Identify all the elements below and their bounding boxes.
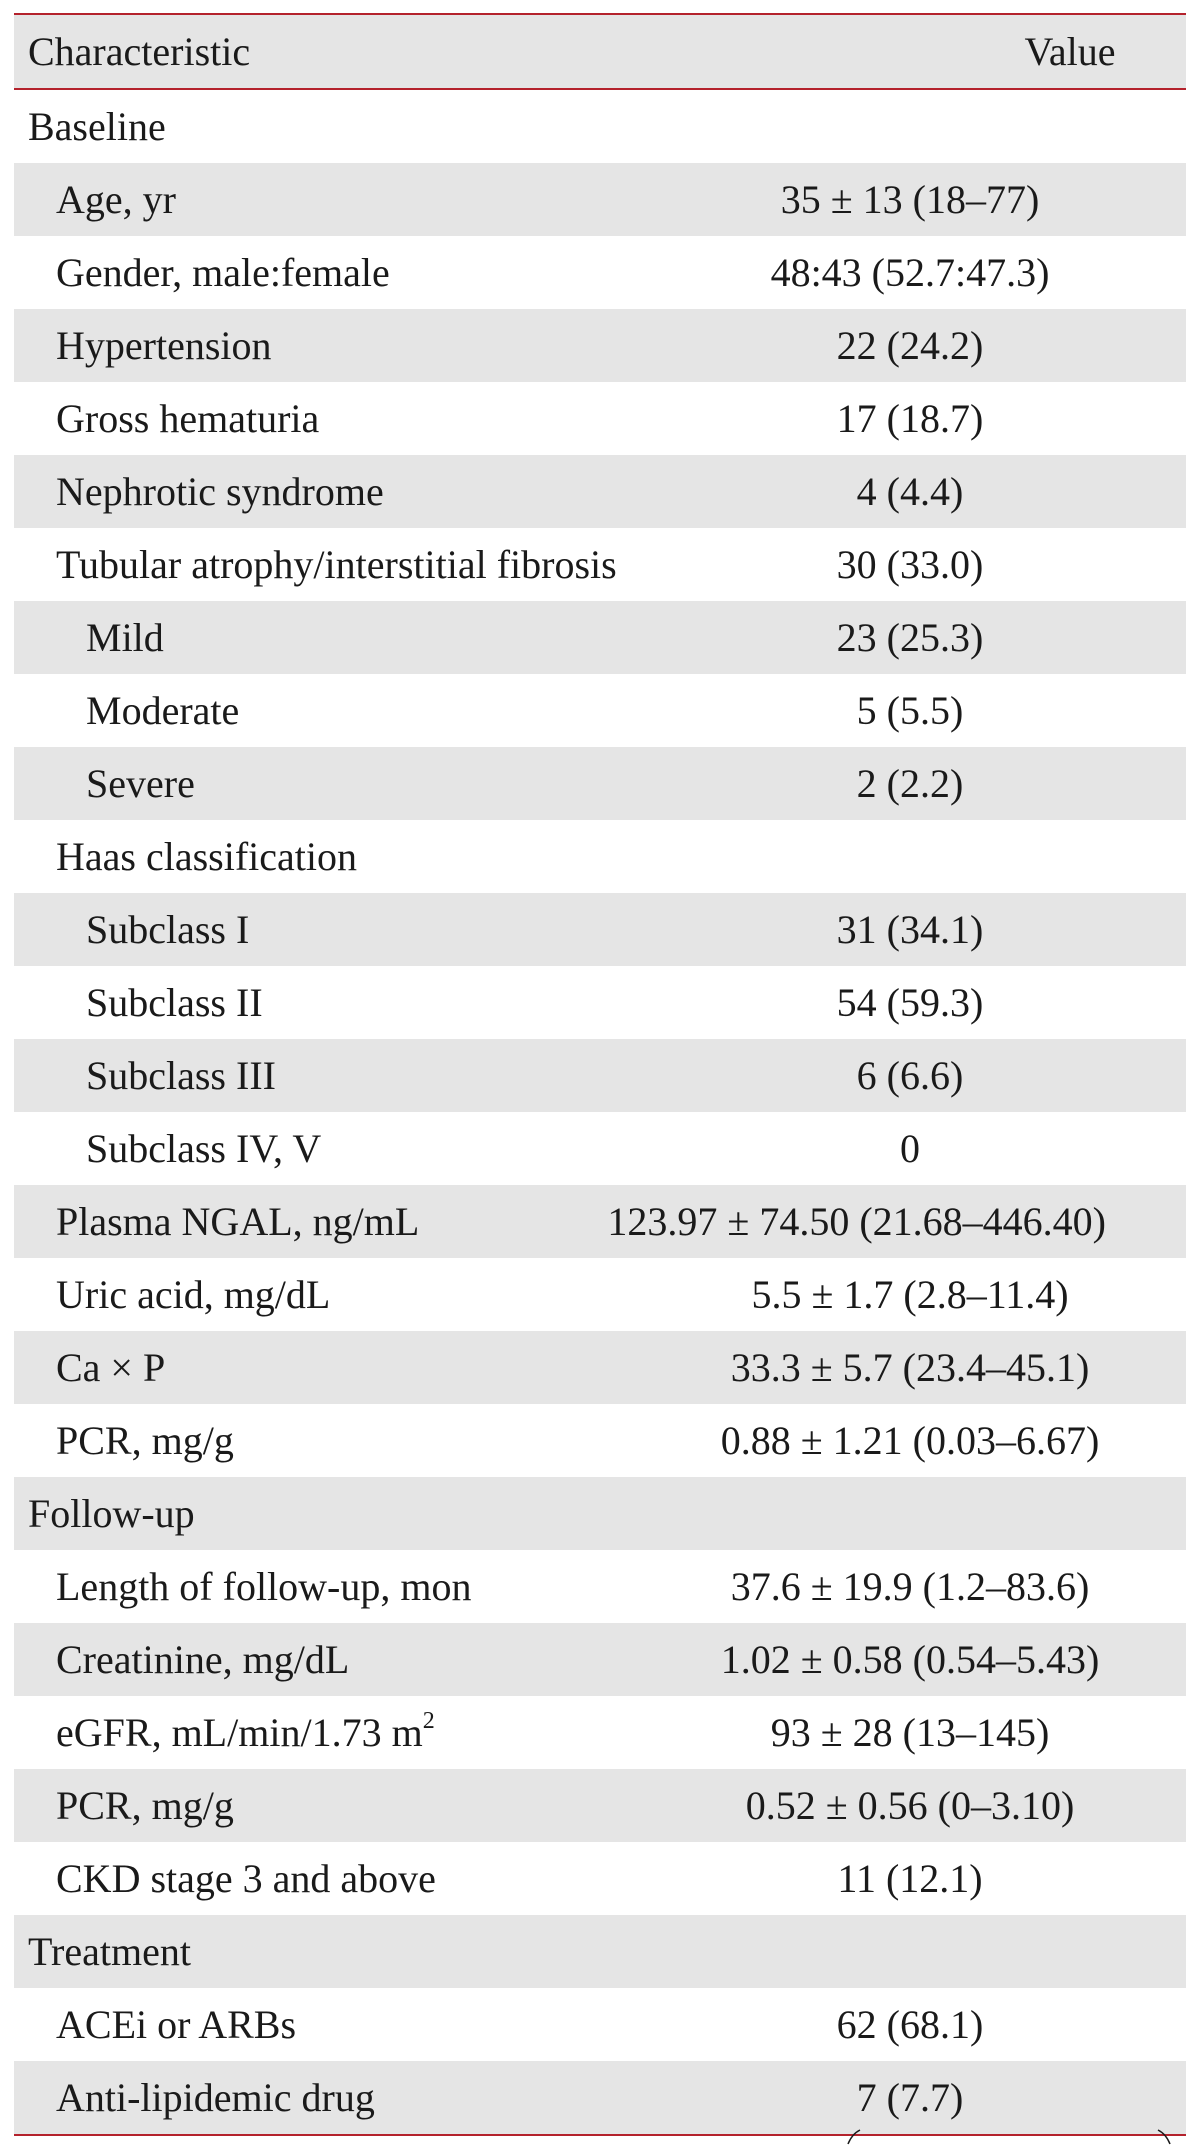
row-label-text: Moderate [86,687,240,733]
row-label [14,1490,714,1536]
table-row [14,382,1186,455]
row-label-text: Subclass I [86,906,250,952]
row-value: 48:43 (52.7:47.3) [770,249,1050,295]
row-label [14,1417,714,1463]
row-value: 0.52 ± 0.56 (0–3.10) [745,1782,1075,1828]
row-label-text: Creatinine, mg/dL [56,1636,350,1682]
row-label-text: Follow-up [28,1490,195,1536]
table-body [14,90,1186,2134]
row-label [14,1271,714,1317]
row-label-text: Anti-lipidemic drug [56,2074,375,2120]
row-label [14,614,714,660]
row-value: 31 (34.1) [836,906,984,952]
row-label [14,906,714,952]
row-label [14,322,714,368]
row-label-text: Baseline [28,103,166,149]
table-row [14,1696,1186,1769]
row-label [14,1928,714,1974]
table-row [14,1988,1186,2061]
row-label-text: Ca × P [56,1344,166,1390]
row-label-text: Gender, male:female [56,249,390,295]
row-label-text: Nephrotic syndrome [56,468,384,514]
table-row [14,674,1186,747]
table-row [14,455,1186,528]
row-label-text: Subclass III [86,1052,276,1098]
table-row [14,163,1186,236]
table-row [14,893,1186,966]
row-label [14,541,714,587]
row-value: 7 (7.7) [856,2074,964,2120]
row-label [14,687,714,733]
table-header-row [14,15,1186,88]
row-label-text: Gross hematuria [56,395,320,441]
table-row [14,1550,1186,1623]
row-label [14,1344,714,1390]
row-label-text: Mild [86,614,164,660]
row-label-text: Age, yr [56,176,176,222]
row-label-text: Severe [86,760,195,806]
row-value: 33.3 ± 5.7 (23.4–45.1) [730,1344,1090,1390]
row-value: 93 ± 28 (13–145) [770,1709,1050,1755]
row-value: 11 (12.1) [837,1855,983,1901]
table-row [14,1039,1186,1112]
table-row [14,1477,1186,1550]
row-value: 62 (68.1) [836,2001,984,2047]
row-value: 0.88 ± 1.21 (0.03–6.67) [720,1417,1100,1463]
table-row [14,747,1186,820]
row-label-text: CKD stage 3 and above [56,1855,436,1901]
row-label [14,1636,714,1682]
table-row [14,820,1186,893]
row-label [14,249,714,295]
row-label [14,1198,607,1244]
row-label-text: Subclass II [86,979,263,1025]
row-value: 17 (18.7) [836,395,984,441]
row-value: 30 (33.0) [836,541,984,587]
row-label-text: Subclass IV, V [86,1125,322,1171]
row-label [14,1125,714,1171]
table-row [14,1915,1186,1988]
row-label [14,2001,714,2047]
row-label [14,1707,714,1755]
row-label-text: Hypertension [56,322,272,368]
row-label-text: PCR, mg/g [56,1782,234,1828]
row-label [14,2074,714,2120]
row-label [14,176,714,222]
row-label-text: Haas classification [56,833,357,879]
row-label [14,760,714,806]
row-value: 4 (4.4) [856,468,964,514]
row-label-text: ACEi or ARBs [56,2001,297,2047]
header-value: Value [1024,28,1116,74]
row-label [14,1855,714,1901]
row-value: 5 (5.5) [856,687,964,733]
row-label-text: Length of follow-up, mon [56,1563,472,1609]
row-value: 6 (6.6) [856,1052,964,1098]
row-label [14,1563,714,1609]
table-row [14,1258,1186,1331]
header-characteristic: Characteristic [28,28,251,74]
row-value: 2 (2.2) [856,760,964,806]
row-label [14,103,714,149]
row-label-text: Tubular atrophy/interstitial fibrosis [56,541,617,587]
table-row [14,236,1186,309]
row-label [14,395,714,441]
row-label [14,833,714,879]
row-value: 35 ± 13 (18–77) [780,176,1040,222]
row-label [14,979,714,1025]
table-row [14,601,1186,674]
table-row [14,1404,1186,1477]
row-label-superscript: 2 [422,1707,435,1734]
row-value: 0 [900,1125,920,1171]
row-value: 23 (25.3) [836,614,984,660]
table-row [14,528,1186,601]
cropped-text-fragment [0,2126,1200,2146]
table-row [14,966,1186,1039]
row-label-text: Treatment [28,1928,191,1974]
table-row [14,1331,1186,1404]
table-row [14,1112,1186,1185]
row-label [14,468,714,514]
table-row [14,1185,1186,1258]
row-label-text: Plasma NGAL, ng/mL [56,1198,420,1244]
table-row [14,309,1186,382]
row-label [14,1782,714,1828]
row-value: 37.6 ± 19.9 (1.2–83.6) [730,1563,1090,1609]
table-row [14,1842,1186,1915]
row-value: 1.02 ± 0.58 (0.54–5.43) [720,1636,1100,1682]
table-row [14,1623,1186,1696]
row-value: 22 (24.2) [836,322,984,368]
row-label [14,1052,714,1098]
row-value: 123.97 ± 74.50 (21.68–446.40) [607,1198,1106,1244]
row-value: 5.5 ± 1.7 (2.8–11.4) [751,1271,1069,1317]
row-label-text: eGFR, mL/min/1.73 m [56,1709,423,1755]
row-label-text: Uric acid, mg/dL [56,1271,331,1317]
table-row [14,2061,1186,2134]
row-label-text: PCR, mg/g [56,1417,234,1463]
table-row [14,90,1186,163]
characteristics-table [14,13,1186,2136]
table-row [14,1769,1186,1842]
row-value: 54 (59.3) [836,979,984,1025]
